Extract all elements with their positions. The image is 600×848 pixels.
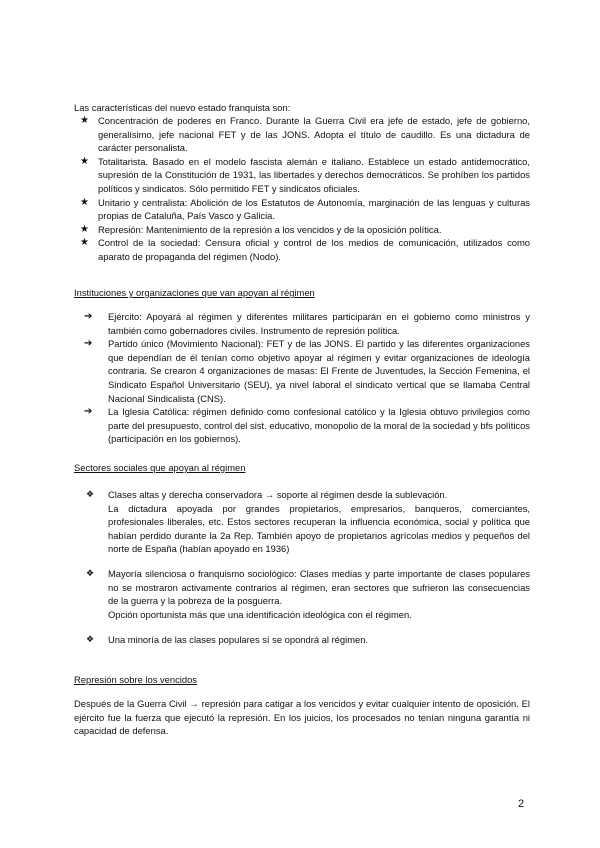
list-item-title: Mayoría silenciosa o franquismo sociológico: Clases medias y parte importante de clases populares no se mostraron activamente contrarios al régimen, eran sectores que sufrieron las consecuencias de la guerra y la pobreza de la posguerra. bbox=[108, 568, 530, 607]
list-item bbox=[74, 236, 530, 263]
star-bullet-icon: ★ bbox=[80, 115, 89, 126]
list-item bbox=[74, 488, 530, 556]
list-item bbox=[74, 337, 530, 405]
star-bullet-icon: ★ bbox=[80, 196, 89, 208]
star-bullet-icon: ★ bbox=[80, 155, 89, 167]
arrow-bullet-icon: ➔ bbox=[84, 406, 93, 418]
list-item bbox=[74, 405, 530, 446]
list-item bbox=[74, 633, 530, 647]
repression-text: Después de la Guerra Civil → represión para catigar a los vencidos y evitar cualquier intento de oposición. El ejército fue la fuerza que ejecutó la represión. En los juicios, los procesados no tenían ninguna garantía ni capacidad de defensa. bbox=[74, 698, 530, 737]
arrow-bullet-icon: ➔ bbox=[84, 311, 93, 322]
sectors-list-2 bbox=[74, 567, 530, 621]
list-item-title: Clases altas y derecha conservadora → soporte al régimen desde la sublevación. bbox=[108, 489, 448, 500]
diamond-bullet-icon: ❖ bbox=[86, 568, 95, 578]
list-item-title: Una minoría de las clases populares sí se opondrá al régimen. bbox=[108, 634, 369, 645]
list-item-text: Unitario y centralista: Abolición de los Estatutos de Autonomía, marginación de las lenguas y culturas propias de Cataluña, País Vasco y Galicia. bbox=[98, 196, 530, 222]
sectors-list-3 bbox=[74, 633, 530, 647]
institutions-list bbox=[74, 310, 530, 446]
list-item-text: Totalitarista. Basado en el modelo fascista alemán e italiano. Establece un estado antidemocrático, supresión de la Constitución de 1931, las libertades y derechos democráticos. Se prohíben los partidos políticos y sindicatos. Sólo permitido FET y sindicatos oficiales. bbox=[98, 155, 530, 194]
list-item-text: Ejército: Apoyará al régimen y diferentes militares participarán en el gobierno como ministros y también como gobernadores civiles. Instrumento de represión política. bbox=[108, 311, 530, 336]
sectors-list bbox=[74, 488, 530, 556]
characteristics-list bbox=[74, 114, 530, 264]
list-item bbox=[74, 155, 530, 196]
star-bullet-icon: ★ bbox=[80, 237, 89, 249]
list-item bbox=[74, 310, 530, 337]
list-item-text: Concentración de poderes en Franco. Durante la Guerra Civil era jefe de estado, jefe de gobierno, generalísimo, jefe nacional FET y de las JONS. Adopta el título de caudillo. Es una dictadura de carácter personalista. bbox=[98, 115, 530, 154]
list-item-text: La Iglesia Católica: régimen definido como confesional católico y la Iglesia obtuvo privilegios como parte del presupuesto, control del sist. educativo, monopolio de la moral de la sociedad y bfs políticos (participación en los gobiernos). bbox=[108, 406, 530, 445]
list-item bbox=[74, 223, 530, 237]
institutions-heading: Instituciones y organizaciones que van apoyan al régimen bbox=[74, 287, 315, 298]
page-number: 2 bbox=[518, 798, 525, 810]
arrow-bullet-icon: ➔ bbox=[84, 338, 93, 350]
diamond-bullet-icon: ❖ bbox=[86, 634, 95, 644]
list-item bbox=[74, 567, 530, 621]
sectors-heading: Sectores sociales que apoyan al régimen bbox=[74, 462, 246, 473]
list-item bbox=[74, 196, 530, 223]
diamond-bullet-icon: ❖ bbox=[86, 489, 95, 499]
repression-heading: Represión sobre los vencidos bbox=[74, 674, 197, 685]
list-item-body: Opción oportunista más que una identificación ideológica con el régimen. bbox=[108, 608, 412, 620]
list-item-text: Partido único (Movimiento Nacional): FET y de las JONS. El partido y las diferentes organizaciones que dependían de él tenían como objetivo apoyar al régimen y evitar organizaciones de ideología contraria. Se crearon 4 organizaciones de masas: El Frente de Juventudes, la Sección Femenina, el Sindicato Español Universitario (SEU), ya nivel laboral el sindicato vertical que se llamaba Central Nacional Sindicalista (CNS). bbox=[108, 338, 530, 404]
list-item-text: Control de la sociedad: Censura oficial y control de los medios de comunicación, utilizados como aparato de propaganda del régimen (Nodo). bbox=[98, 237, 530, 262]
intro-text: Las características del nuevo estado franquista son: bbox=[74, 102, 291, 113]
list-item-body: La dictadura apoyada por grandes propietarios, empresarios, banqueros, comerciantes, profesionales liberales, etc. Estos sectores recuperan la influencia económica, social y política que habían perdido durante la 2a Rep. También apoyo de propietarios agrícolas medios y pequeños del norte de España (habían apoyado en 1936) bbox=[108, 502, 530, 555]
list-item-text: Represión: Mantenimiento de la represión a los vencidos y de la oposición política. bbox=[98, 223, 442, 235]
star-bullet-icon: ★ bbox=[80, 223, 89, 235]
list-item bbox=[74, 114, 530, 155]
